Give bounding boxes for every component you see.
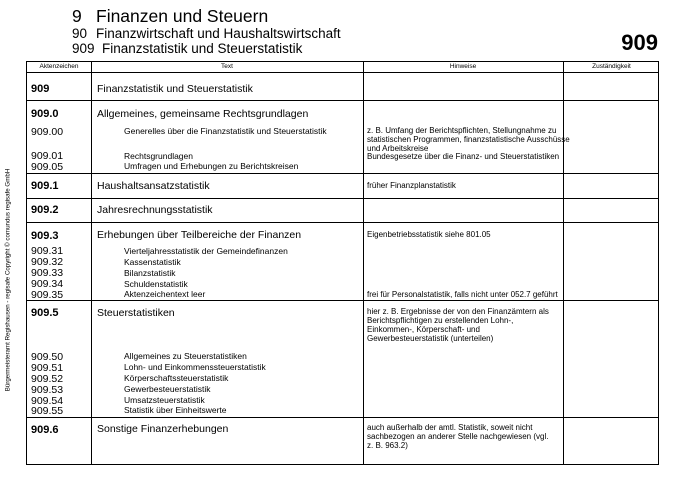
table-row-text: Aktenzeichentext leer — [124, 289, 206, 299]
note-line: z. B. 963.2) — [367, 441, 408, 450]
file-plan-table — [26, 61, 659, 465]
table-row-code: 909.32 — [31, 256, 64, 268]
page-code-badge: 909 — [621, 30, 658, 55]
table-row-text: Gewerbesteuerstatistik — [124, 384, 211, 394]
table-row-text: Umsatzsteuerstatistik — [124, 395, 205, 405]
table-row-note — [367, 423, 548, 450]
table-row-note — [367, 307, 549, 343]
table-row-text: Körperschaftssteuerstatistik — [124, 373, 229, 383]
note-line: hier z. B. Ergebnisse der von den Finanzämtern als — [367, 307, 549, 316]
table-row-code: 909.05 — [31, 161, 64, 173]
table-row-text: Umfragen und Erhebungen zu Berichtskreisen — [124, 161, 299, 171]
table-row-text: Schuldenstatistik — [124, 279, 188, 289]
table-row-code: 909.0 — [31, 108, 59, 120]
heading-3-title: Finanzstatistik und Steuerstatistik — [102, 41, 303, 56]
table-row-code: 909.33 — [31, 267, 64, 279]
table-row-code: 909.55 — [31, 405, 64, 417]
note-line: Berichtspflichtigen zu erstellenden Lohn-, — [367, 316, 514, 325]
column-header-text: Text — [221, 63, 233, 70]
note-line: Gewerbesteuerstatistik (unterteilen) — [367, 334, 494, 343]
heading-level-2 — [72, 26, 341, 41]
heading-level-1 — [72, 6, 268, 27]
column-divider — [91, 62, 92, 464]
table-row-text: Rechtsgrundlagen — [124, 151, 193, 161]
table-row-code: 909.00 — [31, 126, 64, 138]
heading-2-number: 90 — [72, 26, 88, 41]
table-row-code: 909.3 — [31, 230, 59, 242]
note-line: und Arbeitskreise — [367, 144, 429, 153]
table-row-text: Lohn- und Einkommenssteuerstatistik — [124, 362, 266, 372]
table-row-text: Haushaltsansatzstatistik — [97, 180, 210, 192]
row-divider — [27, 173, 658, 174]
table-row-text: Sonstige Finanzerhebungen — [97, 423, 229, 435]
heading-1-number: 9 — [72, 6, 82, 26]
row-divider — [27, 72, 658, 73]
row-divider — [27, 300, 658, 301]
table-row-text: Steuerstatistiken — [97, 307, 175, 319]
table-row-code: 909.01 — [31, 150, 64, 162]
table-row-code: 909.5 — [31, 307, 59, 319]
note-line: Einkommen-, Körperschaft- und — [367, 325, 480, 334]
table-row-code: 909.34 — [31, 278, 64, 290]
table-row-code: 909.52 — [31, 373, 64, 385]
column-header-hinweise: Hinweise — [449, 63, 477, 70]
table-row-text: Bilanzstatistik — [124, 268, 176, 278]
table-row-text: Generelles über die Finanzstatistik und Steuerstatistik — [124, 126, 327, 136]
table-row-note — [367, 126, 570, 153]
column-header-zustaendigkeit: Zuständigkeit — [592, 63, 631, 70]
table-row-text: Erhebungen über Teilbereiche der Finanzen — [97, 229, 302, 241]
heading-level-3 — [72, 41, 302, 56]
heading-3-number: 909 — [72, 41, 95, 56]
row-divider — [27, 100, 658, 101]
column-header-aktenzeichen: Aktenzeichen — [39, 63, 79, 70]
note-line: statistischen Programmen, finanzstatistische Ausschüsse — [367, 135, 570, 144]
table-row-code: 909.50 — [31, 351, 64, 363]
table-row-text: Statistik über Einheitswerte — [124, 405, 227, 415]
table-row-code: 909.1 — [31, 180, 59, 192]
table-row-code: 909 — [31, 83, 50, 95]
table-row-note: früher Finanzplanstatistik — [367, 181, 456, 190]
table-row-code: 909.54 — [31, 395, 64, 407]
table-row-code: 909.31 — [31, 245, 64, 257]
table-row-text: Kassenstatistik — [124, 257, 181, 267]
note-line: z. B. Umfang der Berichtspflichten, Stellungnahme zu — [367, 126, 557, 135]
note-line: auch außerhalb der amtl. Statistik, soweit nicht — [367, 423, 533, 432]
copyright-text: Bürgermeisteramt Regishausen - regisafe Copyright © comundus regisafe GmbH — [4, 168, 12, 392]
table-row-note: Eigenbetriebsstatistik siehe 801.05 — [367, 230, 491, 239]
table-row-code: 909.6 — [31, 424, 59, 436]
note-line: sachbezogen an anderer Stelle nachgewiesen (vgl. — [367, 432, 549, 441]
table-row-text: Jahresrechnungsstatistik — [97, 204, 213, 216]
table-row-text: Vierteljahresstatistik der Gemeindefinanzen — [124, 246, 288, 256]
table-row-text: Allgemeines zu Steuerstatistiken — [124, 351, 247, 361]
copyright-sidebar — [2, 100, 14, 460]
table-row-note: Bundesgesetze über die Finanz- und Steuerstatistiken — [367, 152, 560, 161]
heading-1-title: Finanzen und Steuern — [96, 6, 269, 26]
table-row-code: 909.51 — [31, 362, 64, 374]
row-divider — [27, 417, 658, 418]
row-divider — [27, 198, 658, 199]
table-row-code: 909.53 — [31, 384, 64, 396]
table-row-text: Finanzstatistik und Steuerstatistik — [97, 83, 253, 95]
table-row-code: 909.35 — [31, 289, 64, 301]
table-row-text: Allgemeines, gemeinsame Rechtsgrundlagen — [97, 108, 309, 120]
column-divider — [563, 62, 564, 464]
column-divider — [363, 62, 364, 464]
heading-2-title: Finanzwirtschaft und Haushaltswirtschaft — [96, 26, 341, 41]
table-row-code: 909.2 — [31, 204, 59, 216]
table-row-note: frei für Personalstatistik, falls nicht unter 052.7 geführt — [367, 290, 558, 299]
row-divider — [27, 222, 658, 223]
